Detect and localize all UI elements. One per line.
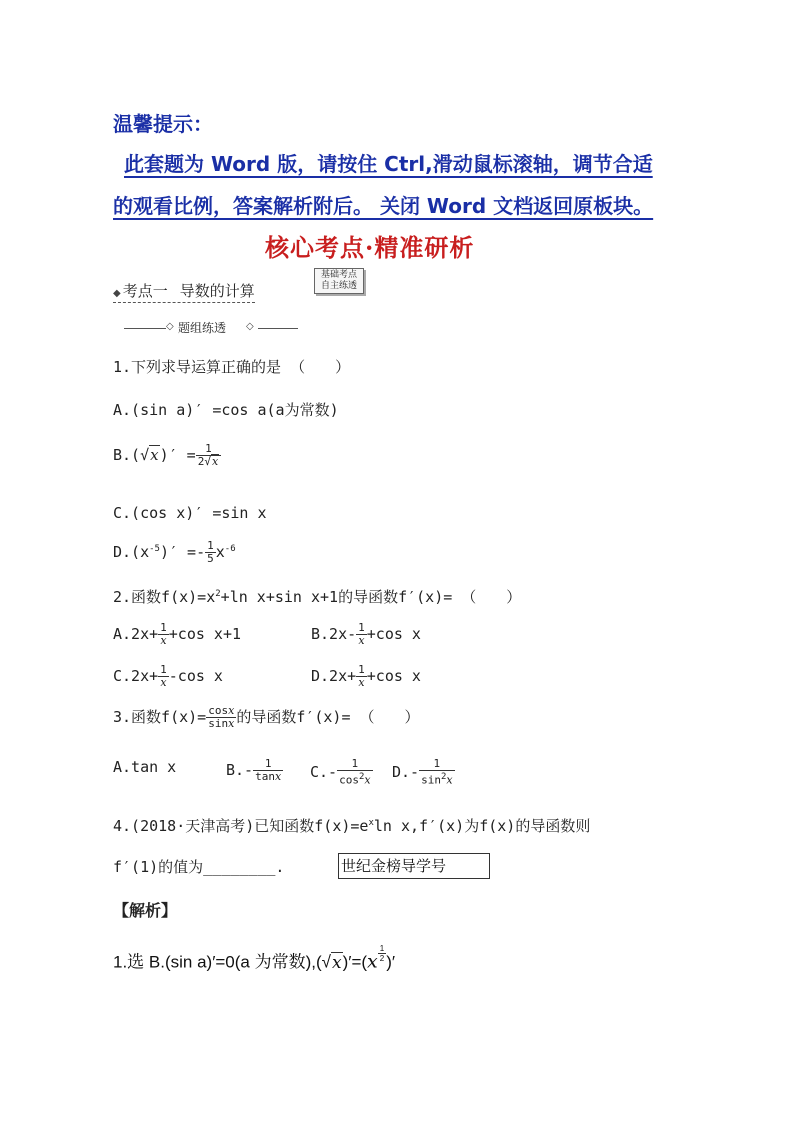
subheading-diamond-left-icon: ◇ xyxy=(166,321,174,332)
diamond-bullet-icon: ◆ xyxy=(113,288,121,299)
q3-option-a: A.tan x xyxy=(113,758,177,776)
q2-option-d: D.2x+ $\frac{1}{x}$ +cos x xyxy=(311,663,421,689)
badge-line-2: 自主练透 xyxy=(320,281,357,291)
q1-option-a: A.(sin a)′ =cos a(a为常数) xyxy=(113,401,339,419)
subheading-rule-left xyxy=(124,328,166,329)
solution-line-1: 1.选 B.(sin a)′=0(a 为常数),(√x)′=(x $\frac{1}{2}$ )′ xyxy=(113,944,396,973)
tip-line-2: 的观看比例，答案解析附后。 关闭 Word 文档返回原板块。 xyxy=(113,194,654,218)
jinbang-code-box: 世纪金榜导学号 xyxy=(338,853,490,879)
kaodian-badge xyxy=(314,268,364,294)
q1-stem: 1.下列求导运算正确的是 （ ） xyxy=(113,358,351,376)
q2-option-b: B.2x- $\frac{1}{x}$ +cos x xyxy=(311,621,421,647)
kaodian-topic: 导数的计算 xyxy=(179,282,255,300)
section-title: 核心考点·精准研析 xyxy=(265,233,475,262)
q3-stem-fraction: $\frac{\cos x}{\sin x}$ xyxy=(208,704,235,730)
badge-line-1: 基础考点 xyxy=(320,270,357,280)
q3-stem: 3.函数f(x)= $\frac{\cos x}{\sin x}$ 的导函数f′(x)= （ ） xyxy=(113,704,420,730)
q1-d-fraction: $\frac{1}{5}$ xyxy=(207,539,214,565)
subheading-rule-right xyxy=(258,328,298,329)
q2-stem: 2.函数$f(x)=x^2+\ln$ x+sin x+1的导函数f′(x)= （ ） xyxy=(113,588,522,606)
analysis-heading: 【解析】 xyxy=(113,901,178,920)
q1-option-b: B.(√x)′ = $\frac{1}{2√x}$ xyxy=(113,443,221,468)
q2-option-a: A.2x+ $\frac{1}{x}$ +cos x+1 xyxy=(113,621,242,647)
q4-line-2: f′(1)的值为________. xyxy=(113,858,285,876)
subheading: 题组练透 xyxy=(178,321,227,335)
solution-exponent-fraction: $\frac{1}{2}$ xyxy=(379,944,385,963)
q3-option-c: C.- $\frac{1}{\cos^2x}$ xyxy=(310,757,371,787)
q1-b-fraction: $\frac{1}{2√x}$ xyxy=(196,443,221,468)
tip-title: 温馨提示： xyxy=(113,112,213,136)
kaodian-label: 考点一 xyxy=(122,282,168,300)
q3-option-d: D.- $\frac{1}{\sin^2x}$ xyxy=(392,757,453,787)
subheading-diamond-right-icon: ◇ xyxy=(246,321,254,332)
q1-option-c: C.(cos x)′ =sin x xyxy=(113,504,267,522)
q1-option-d: $D.(x^{-5})'$ =- $\frac{1}{5}$ $x^{-6}$ xyxy=(113,539,236,565)
q3-option-b: B.- $\frac{1}{\tan x}$ xyxy=(226,757,282,783)
tip-line-1: 此套题为 Word 版，请按住 Ctrl,滑动鼠标滚轴，调节合适 xyxy=(124,152,653,176)
q4-line-1: 4.(2018·天津高考)已知函数$f(x)=e^x\ln$ x,f′(x)为f(x)的导函数则 xyxy=(113,817,591,835)
q2-option-c: C.2x+ $\frac{1}{x}$ -cos x xyxy=(113,663,223,689)
kaodian-heading xyxy=(113,280,255,303)
